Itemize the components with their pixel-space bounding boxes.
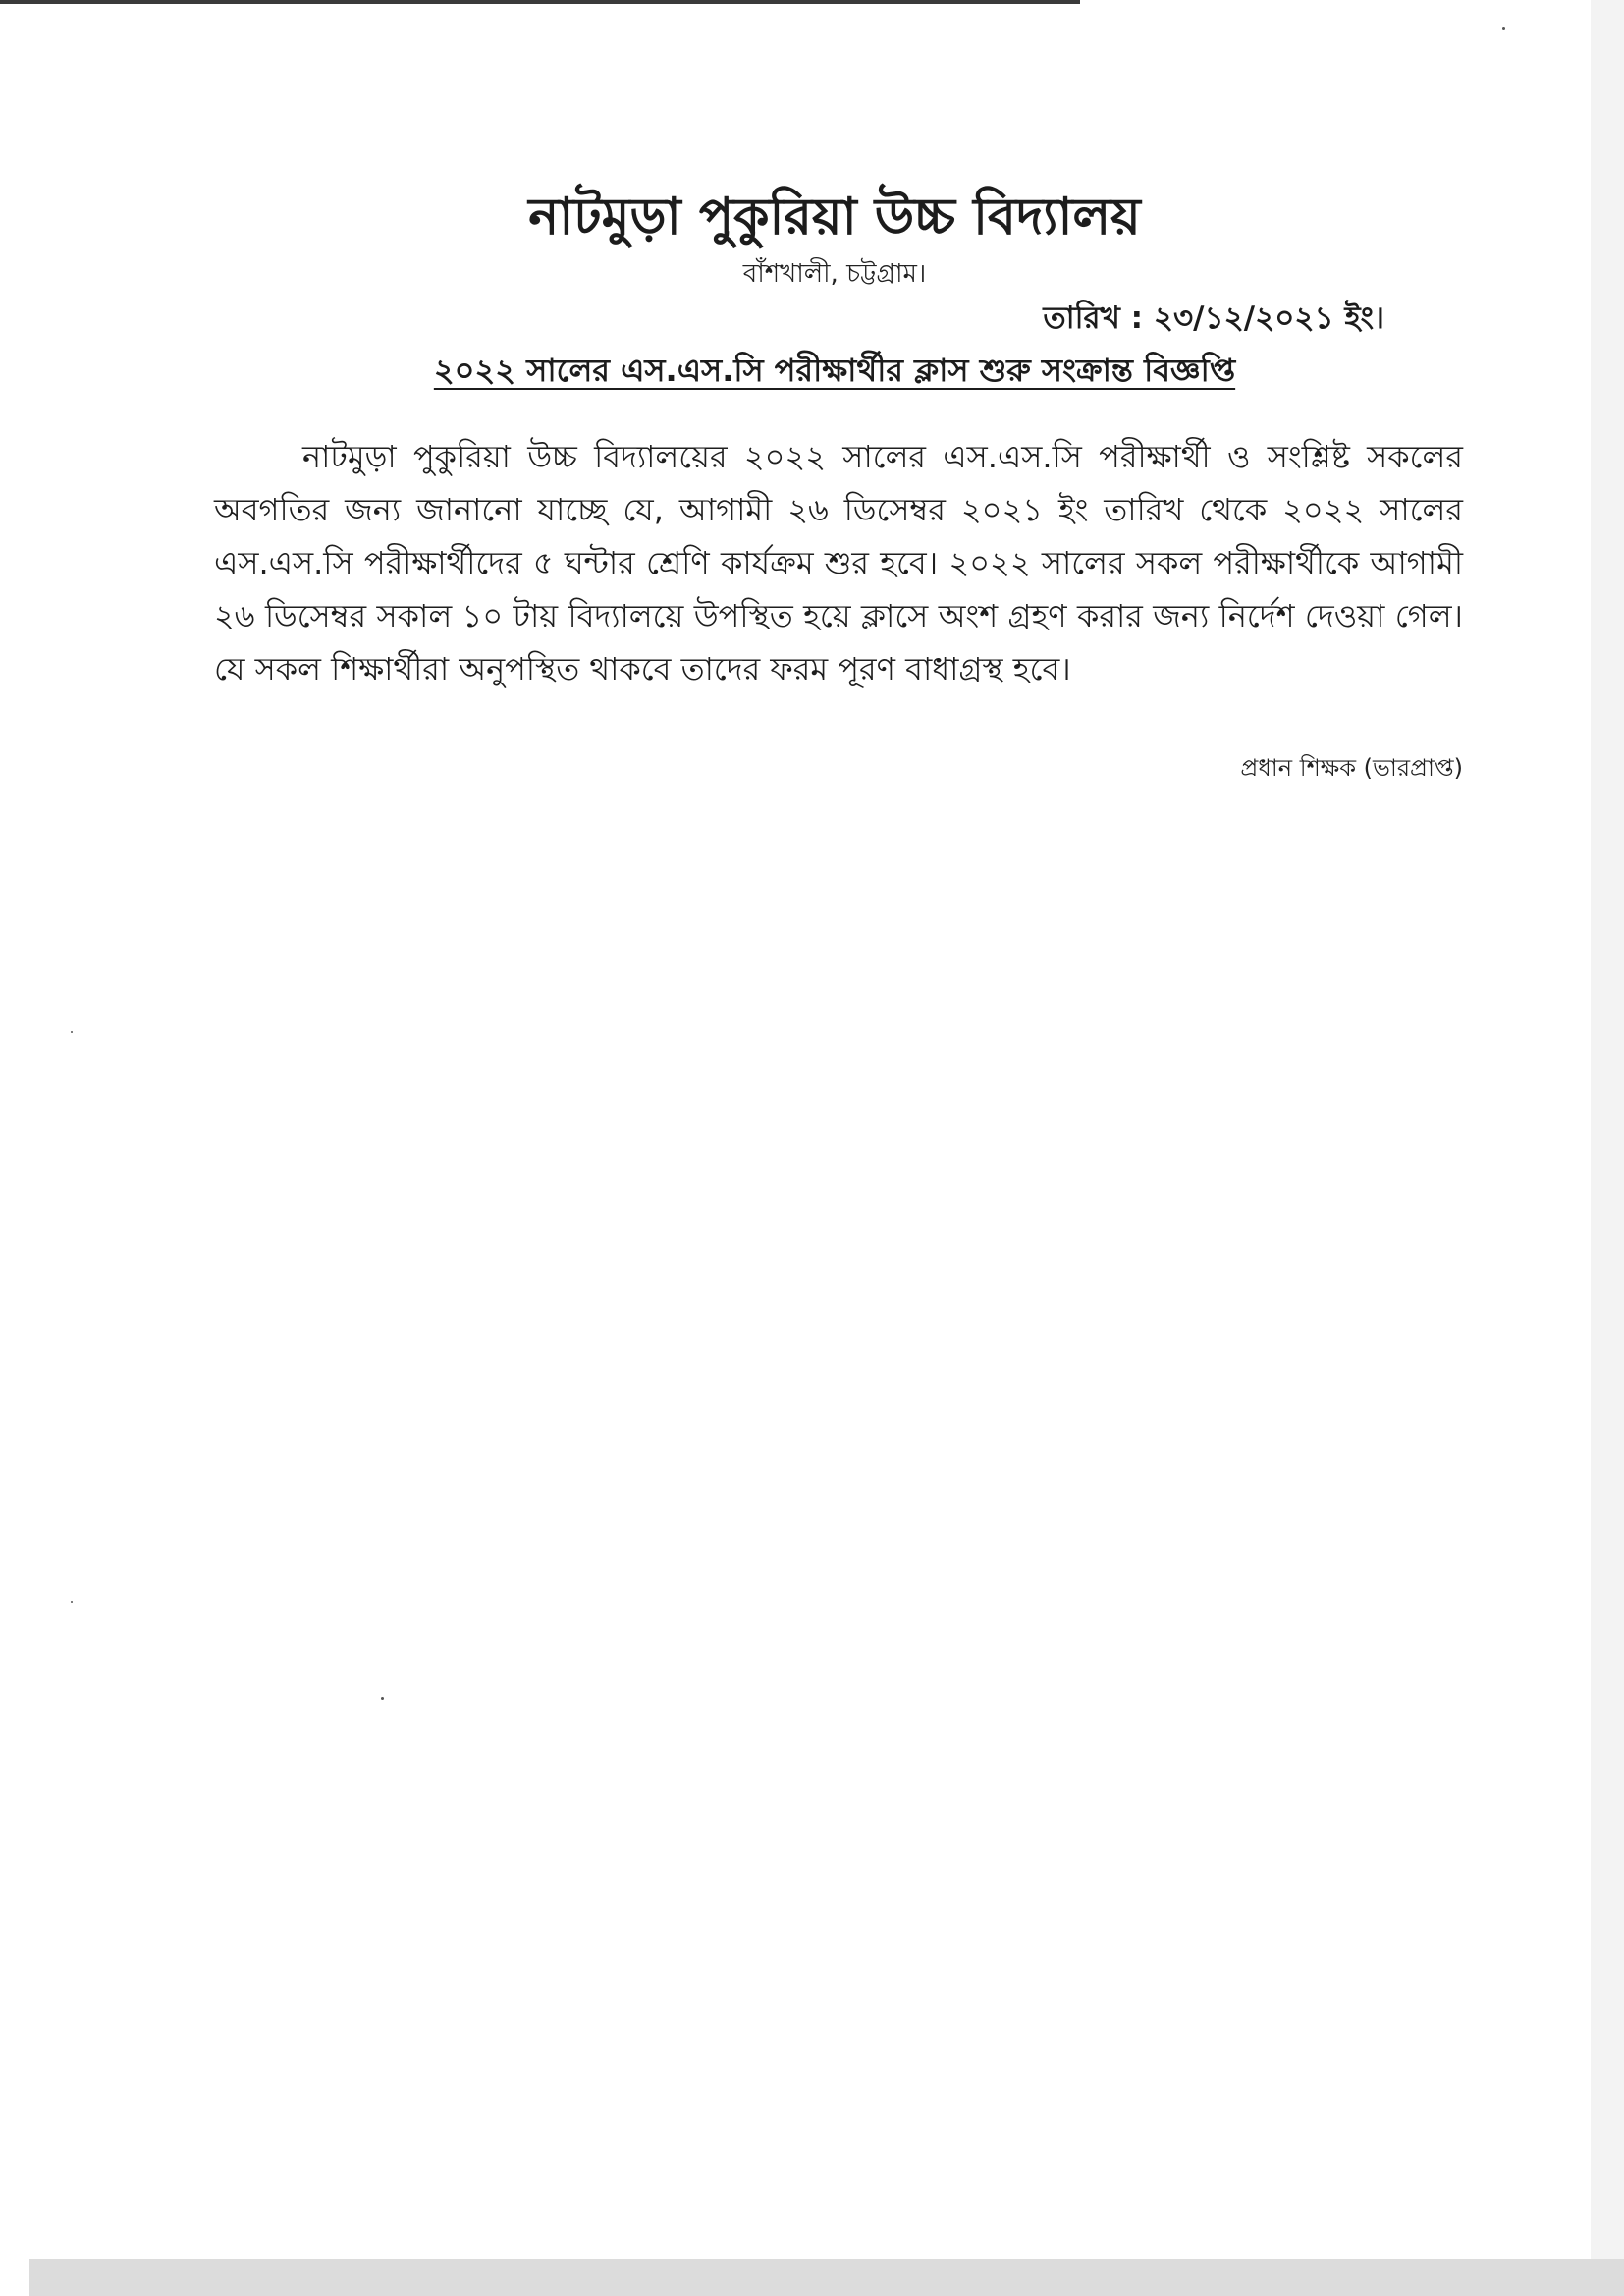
scan-speck [1502,27,1505,30]
notice-date: তারিখ : ২৩/১২/২০২১ ইং। [1043,301,1384,336]
school-name: নাটমুড়া পুকুরিয়া উচ্চ বিদ্যালয় [528,188,1141,246]
notice-title-line [245,346,1424,399]
scan-edge-right [1591,0,1624,2259]
scan-speck [381,1697,384,1700]
scan-speck [71,1601,73,1603]
scan-edge-bottom [29,2259,1624,2296]
notice-body: নাটমুড়া পুকুরিয়া উচ্চ বিদ্যালয়ের ২০২২ সালের এস.এস.সি পরীক্ষার্থী ও সংশ্লিষ্ট সকলের অবগতির জন্য জানানো যাচ্ছে যে, আগামী ২৬ ডিসেম্বর ২০২১ ইং তারিখ থেকে ২০২২ সালের এস.এস.সি পরীক্ষার্থীদের ৫ ঘন্টার শ্রেণি কার্যক্রম শুর হবে। ২০২২ সালের সকল পরীক্ষার্থীকে আগামী ২৬ ডিসেম্বর সকাল ১০ টায় বিদ্যালয়ে উপস্থিত হয়ে ক্লাসে অংশ গ্রহণ করার জন্য নির্দেশ দেওয়া গেল। যে সকল শিক্ষার্থীরা অনুপস্থিত থাকবে তাদের ফরম পূরণ বাধাগ্রস্থ হবে। [214,438,1463,687]
scan-edge-top [0,0,1080,4]
school-address: বাঁশখালী, চট্টগ্রাম। [742,259,927,289]
notice-title: ২০২২ সালের এস.এস.সি পরীক্ষার্থীর ক্লাস শুরু সংক্রান্ত বিজ্ঞপ্তি [433,352,1236,389]
signature: প্রধান শিক্ষক (ভারপ্রাপ্ত) [1240,754,1463,782]
scan-speck [71,1031,73,1033]
